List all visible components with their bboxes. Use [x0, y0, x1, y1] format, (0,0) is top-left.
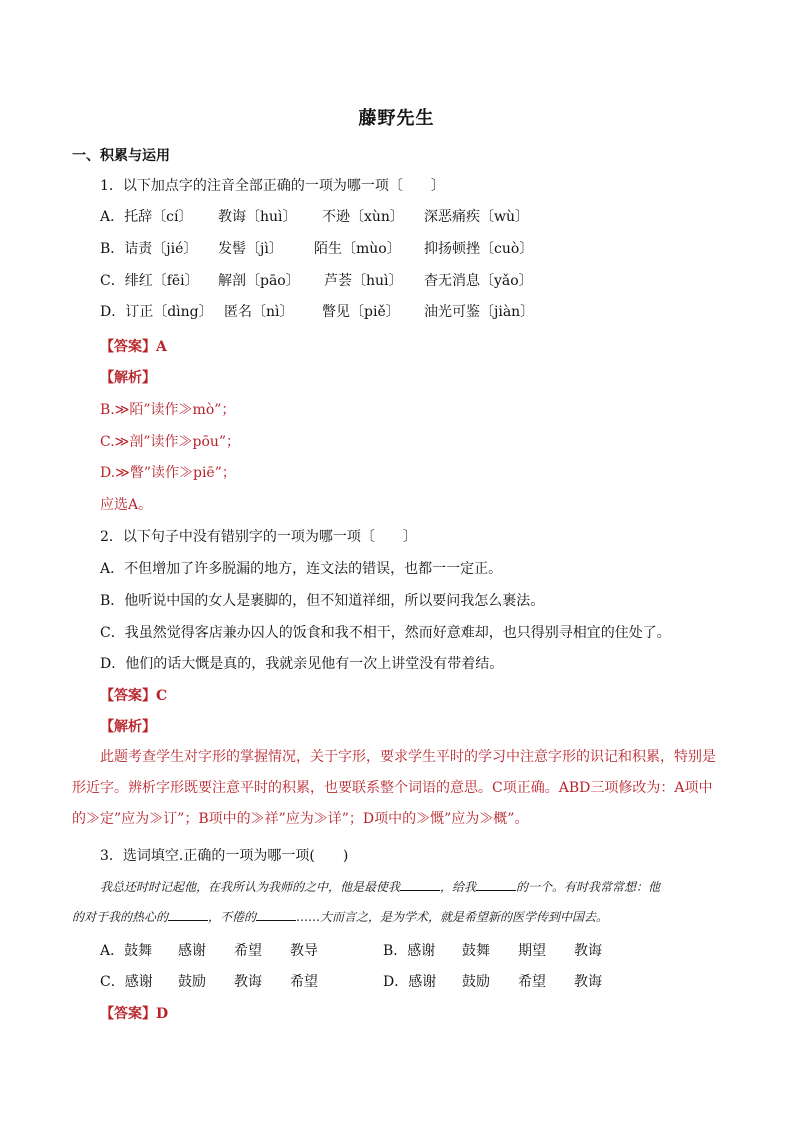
passage-line-2: 的对于我的热心的 ，不倦的 ……大而言之，是为学术，就是希望新的医学传到中国去。 [72, 910, 609, 924]
option-item: C．绯红〔fēi〕 [100, 273, 199, 289]
option-item: 油光可鉴〔jiàn〕 [424, 304, 535, 320]
option-item: 希望 [518, 974, 546, 990]
option-item: 发髻〔jì〕 [218, 241, 283, 257]
option-item: 感谢 [178, 943, 206, 959]
option-item: 杳无消息〔yǎo〕 [424, 273, 533, 289]
option-item: 芦荟〔huì〕 [324, 273, 403, 289]
option-item: 教导 [290, 943, 318, 959]
question-2-option-b: B．他听说中国的女人是裹脚的，但不知道祥细，所以要问我怎么裹法。 [100, 593, 545, 609]
analysis-label: 【解析】 [100, 370, 156, 386]
option-item: B．诘责〔jié〕 [100, 241, 198, 257]
option-item: 不逊〔xùn〕 [322, 209, 404, 225]
answer-label: 【答案】A [100, 339, 167, 355]
question-2-option-c: C．我虽然觉得客店兼办囚人的饭食和我不相干，然而好意难却，也只得别寻相宜的住处了。 [100, 625, 671, 641]
option-item: 教诲〔huì〕 [218, 209, 297, 225]
option-item: 教诲 [234, 974, 262, 990]
option-item: 鼓励 [462, 974, 490, 990]
question-2-stem: 2．以下句子中没有错别字的一项为哪一项〔 〕 [100, 529, 417, 545]
option-item: 鼓舞 [462, 943, 490, 959]
analysis-line: B.≫陌”读作≫mò”； [100, 402, 236, 418]
option-item: D．感谢 [383, 974, 437, 990]
answer-label: 【答案】C [100, 688, 168, 704]
option-item: 希望 [290, 974, 318, 990]
analysis-conclusion: 应选A。 [100, 497, 153, 513]
passage-line-1: 我总还时时记起他，在我所认为我师的之中，他是最使我 ，给我 的一个。有时我常常想：他 [100, 880, 661, 894]
question-2-option-a: A．不但增加了许多脱漏的地方，连文法的错误，也都一一定正。 [100, 561, 503, 577]
question-3-stem: 3．选词填空.正确的一项为哪一项( ) [100, 848, 349, 864]
question-2-option-d: D．他们的话大慨是真的，我就亲见他有一次上讲堂没有带着结。 [100, 656, 504, 672]
option-item: 匿名〔nì〕 [224, 304, 294, 320]
analysis-label: 【解析】 [100, 719, 156, 735]
answer-label: 【答案】D [100, 1006, 169, 1022]
question-1-stem: 1．以下加点字的注音全部正确的一项为哪一项〔 〕 [100, 178, 445, 194]
option-item: B．感谢 [383, 943, 436, 959]
option-item: 鼓励 [178, 974, 206, 990]
fill-blank [256, 908, 296, 921]
option-item: A．鼓舞 [100, 943, 153, 959]
option-item: C．感谢 [100, 974, 153, 990]
analysis-line: C.≫剖”读作≫pōu”； [100, 434, 241, 450]
section-heading: 一、积累与运用 [72, 148, 170, 164]
option-item: 教诲 [574, 974, 602, 990]
option-item: A．托辞〔cí〕 [100, 209, 193, 225]
option-item: 教诲 [574, 943, 602, 959]
option-item: D．订正〔dìng〕 [100, 304, 213, 320]
option-item: 抑扬顿挫〔cuò〕 [424, 241, 534, 257]
page-title: 藤野先生 [358, 108, 435, 129]
analysis-paragraph: 此题考查学生对字形的掌握情况，关于字形，要求学生平时的学习中注意字形的识记和积累，特别是形近字。辨析字形既要注意平时的积累，也要联系整个词语的意思。C项正确。ABD三项修改为：A项中的≫定”应为≫订”；B项中的≫祥”应为≫详”；D项中的≫慨”应为≫概”。 [72, 749, 716, 827]
fill-blank [400, 878, 440, 891]
option-item: 陌生〔mùo〕 [314, 241, 401, 257]
fill-blank [168, 908, 208, 921]
option-item: 希望 [234, 943, 262, 959]
fill-blank [476, 878, 516, 891]
analysis-line: D.≫瞥”读作≫piē”； [100, 465, 236, 481]
option-item: 解剖〔pāo〕 [218, 273, 300, 289]
option-item: 瞥见〔piě〕 [322, 304, 400, 320]
option-item: 期望 [518, 943, 546, 959]
option-item: 深恶痛疾〔wù〕 [424, 209, 529, 225]
